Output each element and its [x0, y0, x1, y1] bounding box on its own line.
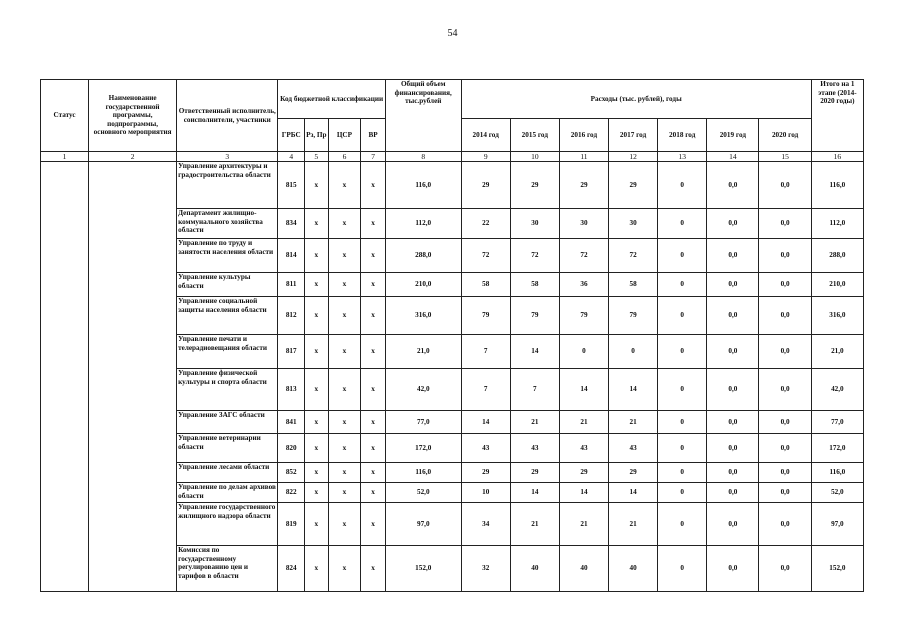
- header-year-2017: 2017 год: [609, 119, 658, 152]
- year-2016-cell: 36: [559, 273, 608, 297]
- vr-cell: х: [361, 503, 386, 546]
- csr-cell: х: [328, 162, 361, 209]
- year-2017-cell: 14: [609, 483, 658, 503]
- year-2020-cell: 0,0: [759, 546, 811, 592]
- grbs-cell: 817: [278, 335, 305, 369]
- table-row: [41, 162, 864, 209]
- vr-cell: х: [361, 209, 386, 239]
- executor-cell: Управление ветеринарии области: [177, 434, 278, 463]
- year-2014-cell: 43: [461, 434, 510, 463]
- year-2019-cell: 0,0: [707, 503, 759, 546]
- year-2016-cell: 14: [559, 483, 608, 503]
- year-2017-cell: 21: [609, 411, 658, 434]
- year-2017-cell: 58: [609, 273, 658, 297]
- header-grbs: ГРБС: [278, 119, 305, 152]
- year-2017-cell: 43: [609, 434, 658, 463]
- year-2019-cell: 0,0: [707, 369, 759, 411]
- year-2018-cell: 0: [658, 273, 707, 297]
- year-2020-cell: 0,0: [759, 273, 811, 297]
- header-expenses: Расходы (тыс. рублей), годы: [461, 80, 811, 119]
- total-volume-cell: 97,0: [385, 503, 461, 546]
- year-2014-cell: 58: [461, 273, 510, 297]
- year-2015-cell: 14: [510, 335, 559, 369]
- header-rz-pr: Рз, Пр: [305, 119, 329, 152]
- rz-pr-cell: х: [305, 503, 329, 546]
- year-2019-cell: 0,0: [707, 162, 759, 209]
- total-volume-cell: 172,0: [385, 434, 461, 463]
- year-2015-cell: 43: [510, 434, 559, 463]
- year-2015-cell: 7: [510, 369, 559, 411]
- year-2014-cell: 32: [461, 546, 510, 592]
- column-number: 4: [278, 152, 305, 162]
- year-2019-cell: 0,0: [707, 434, 759, 463]
- rz-pr-cell: х: [305, 335, 329, 369]
- csr-cell: х: [328, 546, 361, 592]
- stage-total-cell: 288,0: [811, 239, 863, 273]
- column-number: 6: [328, 152, 361, 162]
- year-2014-cell: 7: [461, 369, 510, 411]
- year-2020-cell: 0,0: [759, 162, 811, 209]
- year-2017-cell: 29: [609, 463, 658, 483]
- year-2018-cell: 0: [658, 483, 707, 503]
- rz-pr-cell: х: [305, 239, 329, 273]
- year-2020-cell: 0,0: [759, 434, 811, 463]
- year-2019-cell: 0,0: [707, 483, 759, 503]
- year-2015-cell: 21: [510, 411, 559, 434]
- year-2016-cell: 29: [559, 463, 608, 483]
- rz-pr-cell: х: [305, 369, 329, 411]
- year-2015-cell: 14: [510, 483, 559, 503]
- header-year-2016: 2016 год: [559, 119, 608, 152]
- year-2014-cell: 29: [461, 162, 510, 209]
- total-volume-cell: 112,0: [385, 209, 461, 239]
- column-number: 7: [361, 152, 386, 162]
- year-2014-cell: 10: [461, 483, 510, 503]
- year-2019-cell: 0,0: [707, 273, 759, 297]
- year-2014-cell: 29: [461, 463, 510, 483]
- rz-pr-cell: х: [305, 434, 329, 463]
- grbs-cell: 841: [278, 411, 305, 434]
- header-year-2018: 2018 год: [658, 119, 707, 152]
- year-2018-cell: 0: [658, 369, 707, 411]
- year-2017-cell: 21: [609, 503, 658, 546]
- vr-cell: х: [361, 369, 386, 411]
- year-2016-cell: 79: [559, 297, 608, 335]
- year-2016-cell: 30: [559, 209, 608, 239]
- year-2019-cell: 0,0: [707, 335, 759, 369]
- csr-cell: х: [328, 335, 361, 369]
- vr-cell: х: [361, 335, 386, 369]
- stage-total-cell: 97,0: [811, 503, 863, 546]
- vr-cell: х: [361, 411, 386, 434]
- executor-cell: Департамент жилищно-коммунального хозяйства области: [177, 209, 278, 239]
- grbs-cell: 824: [278, 546, 305, 592]
- total-volume-cell: 116,0: [385, 162, 461, 209]
- year-2020-cell: 0,0: [759, 503, 811, 546]
- year-2019-cell: 0,0: [707, 239, 759, 273]
- total-volume-cell: 52,0: [385, 483, 461, 503]
- grbs-cell: 820: [278, 434, 305, 463]
- grbs-cell: 822: [278, 483, 305, 503]
- executor-cell: Управление по делам архивов области: [177, 483, 278, 503]
- year-2019-cell: 0,0: [707, 411, 759, 434]
- year-2017-cell: 0: [609, 335, 658, 369]
- year-2018-cell: 0: [658, 463, 707, 483]
- year-2017-cell: 72: [609, 239, 658, 273]
- column-number: 13: [658, 152, 707, 162]
- year-2016-cell: 40: [559, 546, 608, 592]
- header-year-2019: 2019 год: [707, 119, 759, 152]
- stage-total-cell: 116,0: [811, 162, 863, 209]
- year-2017-cell: 40: [609, 546, 658, 592]
- header-year-2014: 2014 год: [461, 119, 510, 152]
- year-2020-cell: 0,0: [759, 239, 811, 273]
- rz-pr-cell: х: [305, 546, 329, 592]
- year-2016-cell: 21: [559, 503, 608, 546]
- year-2015-cell: 40: [510, 546, 559, 592]
- table-body: [41, 162, 864, 592]
- stage-total-cell: 152,0: [811, 546, 863, 592]
- column-number: 5: [305, 152, 329, 162]
- year-2016-cell: 21: [559, 411, 608, 434]
- year-2019-cell: 0,0: [707, 209, 759, 239]
- stage-total-cell: 172,0: [811, 434, 863, 463]
- vr-cell: х: [361, 434, 386, 463]
- executor-cell: Управление печати и телерадиовещания области: [177, 335, 278, 369]
- year-2020-cell: 0,0: [759, 483, 811, 503]
- year-2018-cell: 0: [658, 411, 707, 434]
- year-2017-cell: 29: [609, 162, 658, 209]
- column-number: 11: [559, 152, 608, 162]
- header-stage-total: Итого на 1 этапе (2014-2020 годы): [811, 80, 863, 152]
- grbs-cell: 814: [278, 239, 305, 273]
- year-2017-cell: 79: [609, 297, 658, 335]
- column-number: 2: [89, 152, 177, 162]
- year-2015-cell: 58: [510, 273, 559, 297]
- column-number: 3: [177, 152, 278, 162]
- year-2014-cell: 22: [461, 209, 510, 239]
- stage-total-cell: 316,0: [811, 297, 863, 335]
- year-2019-cell: 0,0: [707, 463, 759, 483]
- executor-cell: Управление культуры области: [177, 273, 278, 297]
- total-volume-cell: 21,0: [385, 335, 461, 369]
- rz-pr-cell: х: [305, 209, 329, 239]
- year-2018-cell: 0: [658, 162, 707, 209]
- csr-cell: х: [328, 369, 361, 411]
- executor-cell: Управление государственного жилищного надзора области: [177, 503, 278, 546]
- column-number: 16: [811, 152, 863, 162]
- executor-cell: Комиссия по государственному регулированию цен и тарифов в области: [177, 546, 278, 592]
- executor-cell: Управление лесами области: [177, 463, 278, 483]
- year-2014-cell: 79: [461, 297, 510, 335]
- year-2016-cell: 29: [559, 162, 608, 209]
- year-2015-cell: 79: [510, 297, 559, 335]
- year-2014-cell: 7: [461, 335, 510, 369]
- year-2020-cell: 0,0: [759, 369, 811, 411]
- executor-cell: Управление физической культуры и спорта области: [177, 369, 278, 411]
- vr-cell: х: [361, 546, 386, 592]
- stage-total-cell: 42,0: [811, 369, 863, 411]
- year-2015-cell: 72: [510, 239, 559, 273]
- year-2018-cell: 0: [658, 434, 707, 463]
- column-number: 14: [707, 152, 759, 162]
- csr-cell: х: [328, 239, 361, 273]
- csr-cell: х: [328, 503, 361, 546]
- header-year-2020: 2020 год: [759, 119, 811, 152]
- column-number: 1: [41, 152, 89, 162]
- grbs-cell: 815: [278, 162, 305, 209]
- executor-cell: Управление по труду и занятости населения области: [177, 239, 278, 273]
- header-total-volume: Общий объем финансирования, тыс.рублей: [385, 80, 461, 152]
- csr-cell: х: [328, 273, 361, 297]
- column-number: 15: [759, 152, 811, 162]
- year-2017-cell: 14: [609, 369, 658, 411]
- year-2020-cell: 0,0: [759, 297, 811, 335]
- header-vr: ВР: [361, 119, 386, 152]
- vr-cell: х: [361, 239, 386, 273]
- rz-pr-cell: х: [305, 297, 329, 335]
- header-program-name: Наименование государственной программы, подпрограммы, основного мероприятия: [89, 80, 177, 152]
- csr-cell: х: [328, 463, 361, 483]
- grbs-cell: 812: [278, 297, 305, 335]
- grbs-cell: 813: [278, 369, 305, 411]
- grbs-cell: 819: [278, 503, 305, 546]
- executor-cell: Управление архитектуры и градостроительства области: [177, 162, 278, 209]
- vr-cell: х: [361, 463, 386, 483]
- header-budget-code: Код бюджетной классификации: [278, 80, 385, 119]
- header-executor: Ответственный исполнитель, соисполнители, участники: [177, 80, 278, 152]
- executor-cell: Управление социальной защиты населения области: [177, 297, 278, 335]
- total-volume-cell: 116,0: [385, 463, 461, 483]
- program-name-cell: [89, 162, 177, 592]
- stage-total-cell: 210,0: [811, 273, 863, 297]
- vr-cell: х: [361, 273, 386, 297]
- year-2016-cell: 43: [559, 434, 608, 463]
- column-number-row: [41, 152, 864, 162]
- stage-total-cell: 52,0: [811, 483, 863, 503]
- total-volume-cell: 152,0: [385, 546, 461, 592]
- vr-cell: х: [361, 297, 386, 335]
- stage-total-cell: 77,0: [811, 411, 863, 434]
- grbs-cell: 834: [278, 209, 305, 239]
- csr-cell: х: [328, 434, 361, 463]
- year-2018-cell: 0: [658, 209, 707, 239]
- rz-pr-cell: х: [305, 411, 329, 434]
- grbs-cell: 811: [278, 273, 305, 297]
- total-volume-cell: 42,0: [385, 369, 461, 411]
- total-volume-cell: 316,0: [385, 297, 461, 335]
- header-year-2015: 2015 год: [510, 119, 559, 152]
- year-2020-cell: 0,0: [759, 463, 811, 483]
- stage-total-cell: 21,0: [811, 335, 863, 369]
- year-2014-cell: 14: [461, 411, 510, 434]
- year-2018-cell: 0: [658, 335, 707, 369]
- year-2018-cell: 0: [658, 239, 707, 273]
- budget-table: [40, 79, 864, 592]
- csr-cell: х: [328, 483, 361, 503]
- column-number: 12: [609, 152, 658, 162]
- rz-pr-cell: х: [305, 483, 329, 503]
- total-volume-cell: 288,0: [385, 239, 461, 273]
- grbs-cell: 852: [278, 463, 305, 483]
- csr-cell: х: [328, 209, 361, 239]
- column-number: 8: [385, 152, 461, 162]
- status-cell: [41, 162, 89, 592]
- year-2015-cell: 21: [510, 503, 559, 546]
- rz-pr-cell: х: [305, 273, 329, 297]
- total-volume-cell: 77,0: [385, 411, 461, 434]
- year-2014-cell: 72: [461, 239, 510, 273]
- year-2020-cell: 0,0: [759, 209, 811, 239]
- year-2016-cell: 72: [559, 239, 608, 273]
- total-volume-cell: 210,0: [385, 273, 461, 297]
- year-2020-cell: 0,0: [759, 335, 811, 369]
- page-number: 54: [447, 28, 458, 39]
- year-2019-cell: 0,0: [707, 297, 759, 335]
- csr-cell: х: [328, 297, 361, 335]
- year-2017-cell: 30: [609, 209, 658, 239]
- year-2016-cell: 0: [559, 335, 608, 369]
- year-2016-cell: 14: [559, 369, 608, 411]
- year-2015-cell: 30: [510, 209, 559, 239]
- year-2015-cell: 29: [510, 162, 559, 209]
- csr-cell: х: [328, 411, 361, 434]
- rz-pr-cell: х: [305, 162, 329, 209]
- vr-cell: х: [361, 162, 386, 209]
- stage-total-cell: 112,0: [811, 209, 863, 239]
- header-status: Статус: [41, 80, 89, 152]
- stage-total-cell: 116,0: [811, 463, 863, 483]
- year-2020-cell: 0,0: [759, 411, 811, 434]
- rz-pr-cell: х: [305, 463, 329, 483]
- year-2014-cell: 34: [461, 503, 510, 546]
- year-2018-cell: 0: [658, 297, 707, 335]
- year-2018-cell: 0: [658, 546, 707, 592]
- executor-cell: Управление ЗАГС области: [177, 411, 278, 434]
- header-csr: ЦСР: [328, 119, 361, 152]
- vr-cell: х: [361, 483, 386, 503]
- year-2019-cell: 0,0: [707, 546, 759, 592]
- column-number: 10: [510, 152, 559, 162]
- header-row: [41, 80, 864, 119]
- year-2018-cell: 0: [658, 503, 707, 546]
- column-number: 9: [461, 152, 510, 162]
- year-2015-cell: 29: [510, 463, 559, 483]
